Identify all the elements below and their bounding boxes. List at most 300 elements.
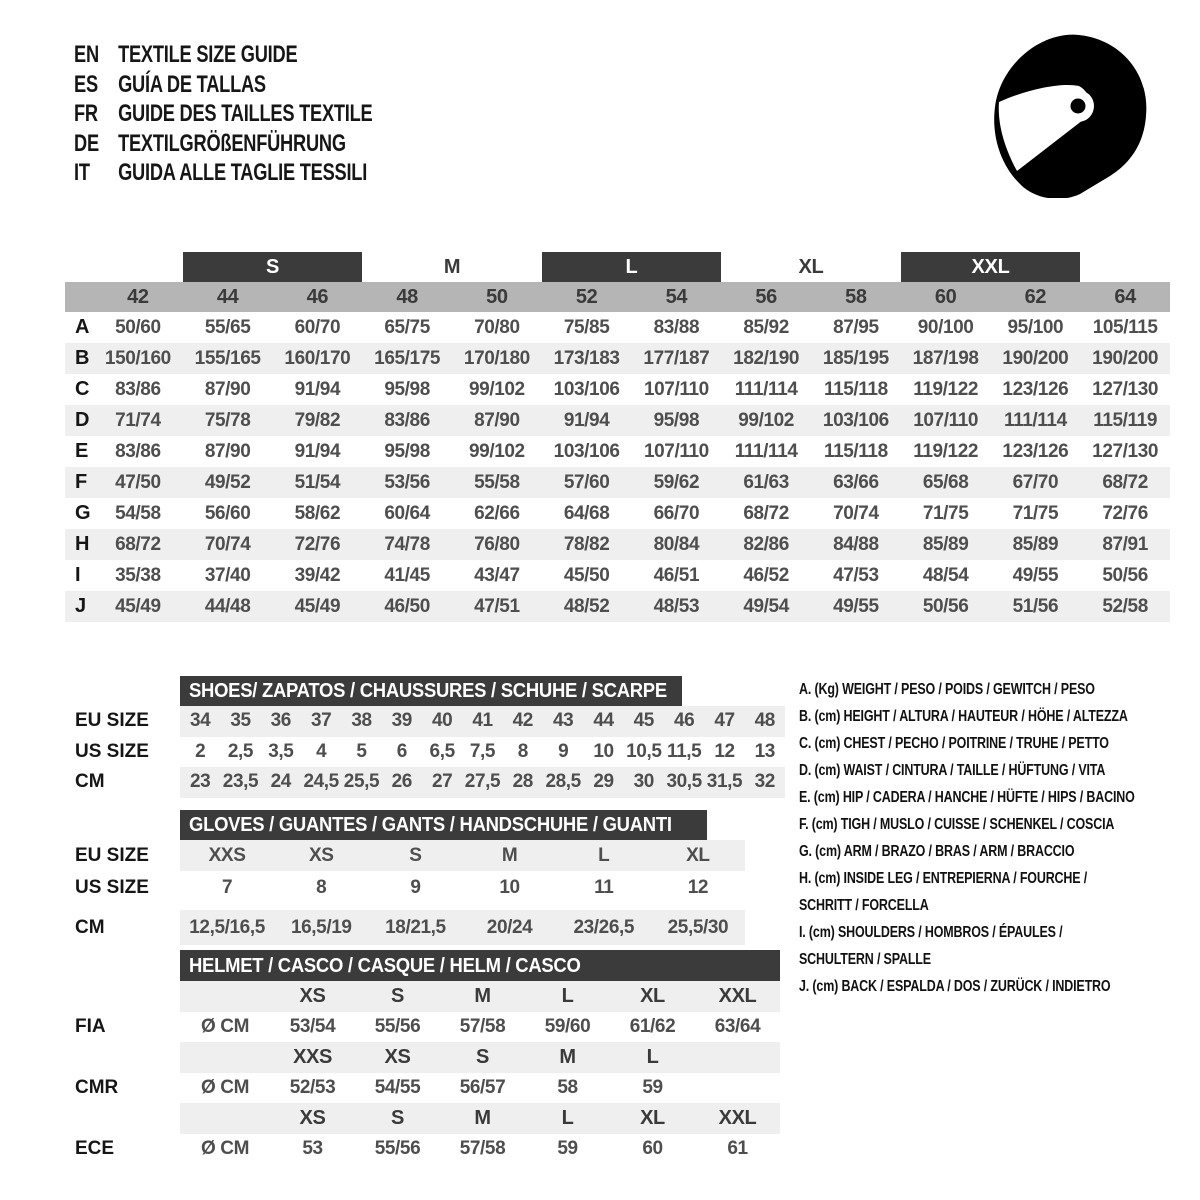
legend-line: G. (cm) ARM / BRAZO / BRAS / ARM / BRACCIO: [799, 843, 1075, 860]
size-value: 72/76: [1102, 502, 1148, 524]
size-value: 83/86: [384, 409, 430, 431]
size-label: XS: [384, 1045, 411, 1068]
size-value: 35/38: [115, 564, 161, 586]
language-row: [74, 40, 372, 70]
size-value: 10,5: [626, 740, 662, 762]
row-label: [65, 1042, 180, 1073]
size-value: 190/200: [1092, 347, 1159, 369]
size-value: 87/95: [833, 316, 879, 338]
column-header: 48: [396, 285, 418, 308]
legend-item: [799, 838, 1200, 865]
legend-item: [799, 973, 1200, 1000]
size-value: 82/86: [743, 533, 789, 555]
row-label: [65, 1103, 180, 1134]
size-value: 48/53: [653, 595, 700, 617]
language-row: [74, 129, 372, 159]
size-value: 80/84: [653, 533, 700, 555]
size-value: 50/56: [1102, 564, 1148, 586]
size-value: 9: [410, 876, 421, 898]
row-label: US SIZE: [75, 740, 149, 762]
size-band-s: S: [183, 252, 363, 282]
size-value: 68/72: [1102, 471, 1148, 493]
size-band-row: [65, 252, 1170, 282]
guide-title: GUÍA DE TALLAS: [118, 70, 266, 98]
unit-cell: [180, 981, 270, 1012]
helmet-sizes-row: [65, 1103, 805, 1134]
column-header: 44: [216, 285, 239, 308]
size-value: 9: [558, 740, 569, 762]
size-label: S: [391, 1106, 404, 1129]
size-value: 55/65: [204, 316, 251, 338]
language-code: DE: [74, 129, 99, 157]
legend-item: [799, 811, 1200, 838]
legend-line: J. (cm) BACK / ESPALDA / DOS / ZURÜCK / INDIETRO: [799, 978, 1111, 995]
shoes-row: [65, 767, 805, 798]
size-value: 170/180: [463, 347, 530, 369]
size-value: 25,5/30: [667, 916, 729, 938]
unit-cell: [180, 1103, 270, 1134]
gloves-table-header: [180, 810, 707, 840]
language-title-list: [74, 40, 467, 188]
size-value: 85/89: [922, 533, 969, 555]
size-value: 16,5/19: [290, 916, 352, 938]
measurement-legend: [799, 676, 1200, 1000]
size-value: 61: [727, 1137, 748, 1159]
size-value: 85/89: [1012, 533, 1059, 555]
size-value: 115/119: [1093, 409, 1158, 431]
size-value: 43/47: [474, 564, 520, 586]
size-label: S: [391, 984, 404, 1007]
textile-row: [65, 529, 1170, 560]
size-value: 83/86: [115, 378, 161, 400]
size-value: 41/45: [384, 564, 430, 586]
size-value: 71/75: [1012, 502, 1059, 524]
guide-title: GUIDA ALLE TAGLIE TESSILI: [118, 159, 368, 186]
size-value: 30: [633, 771, 654, 793]
textile-row: [65, 560, 1170, 591]
size-value: [695, 1073, 780, 1104]
size-value: 83/88: [653, 316, 700, 338]
size-band-l: L: [542, 252, 722, 282]
row-label: A: [75, 316, 90, 338]
size-value: 115/118: [823, 440, 888, 462]
corner-cell: [65, 282, 93, 312]
size-value: 87/90: [204, 378, 251, 400]
legend-line: H. (cm) INSIDE LEG / ENTREPIERNA / FOURCHE /: [799, 870, 1088, 887]
size-value: 84/88: [833, 533, 879, 555]
size-value: 103/106: [553, 440, 620, 462]
size-value: 107/110: [643, 440, 709, 462]
size-value: 95/100: [1007, 316, 1064, 338]
size-value: 50/56: [922, 595, 969, 617]
textile-measurement-rows: [65, 312, 1170, 622]
shoes-row: [65, 706, 805, 737]
legend-item: [799, 757, 1200, 784]
size-value: 39: [391, 710, 412, 732]
size-value: 187/198: [912, 347, 979, 369]
size-value: 25,5: [343, 771, 380, 793]
size-value: 3,5: [268, 740, 294, 762]
size-value: 49/55: [1012, 564, 1059, 586]
size-value: 57/60: [563, 471, 610, 493]
size-value: 49/55: [833, 595, 879, 617]
gloves-row: [65, 871, 805, 904]
unit-cell: Ø CM: [200, 1076, 249, 1098]
gloves-values: [180, 840, 745, 871]
size-value: 182/190: [733, 347, 800, 369]
size-value: 57/58: [459, 1137, 506, 1159]
size-value: 67/70: [1012, 471, 1059, 493]
row-label: H: [75, 533, 90, 555]
size-value: 20/24: [486, 916, 533, 938]
size-value: 46/52: [743, 564, 789, 586]
size-value: 99/102: [469, 378, 525, 400]
size-value: 105/115: [1092, 316, 1158, 338]
size-value: 59/60: [544, 1015, 591, 1037]
size-value: 27,5: [464, 771, 501, 793]
size-value: 50/60: [115, 316, 161, 338]
size-value: 28,5: [545, 771, 581, 793]
size-value: 47/50: [115, 471, 161, 493]
helmet-sizes-row: [65, 1042, 805, 1073]
legend-line: A. (Kg) WEIGHT / PESO / POIDS / GEWITCH / PESO: [799, 681, 1095, 698]
size-value: 58: [557, 1076, 578, 1098]
size-value: 37/40: [204, 564, 251, 586]
legend-line: E. (cm) HIP / CADERA / HANCHE / HÜFTE / HIPS / BACINO: [799, 789, 1135, 806]
size-value: 58/62: [294, 502, 341, 524]
size-value: 91/94: [563, 409, 610, 431]
size-value: 55/58: [474, 471, 520, 493]
size-value: 59: [557, 1137, 578, 1159]
size-value: 27: [431, 771, 453, 793]
helmet-size-table: [65, 950, 805, 1164]
row-label: J: [75, 595, 86, 617]
size-value: 70/74: [833, 502, 879, 524]
size-value: 51/56: [1012, 595, 1059, 617]
row-label: D: [75, 409, 90, 431]
size-value: 28: [512, 771, 533, 793]
size-value: XL: [686, 844, 710, 866]
size-value: 103/106: [822, 409, 889, 431]
size-value: 74/78: [384, 533, 430, 555]
guide-title: TEXTILGRÖßENFÜHRUNG: [118, 129, 346, 157]
size-value: 48: [754, 710, 775, 732]
helmet-values: [180, 1012, 780, 1043]
size-value: 72/76: [294, 533, 341, 555]
helmet-values: [180, 1073, 780, 1104]
size-value: 60/64: [384, 502, 430, 524]
gloves-row: [65, 840, 805, 871]
size-value: 47: [714, 710, 735, 732]
size-label: L: [561, 984, 574, 1007]
row-label: US SIZE: [75, 876, 149, 898]
size-value: 71/74: [115, 409, 161, 431]
legend-item: [799, 865, 1200, 919]
size-value: 6,5: [429, 740, 455, 762]
size-value: 160/170: [284, 347, 351, 369]
size-value: 63/64: [714, 1015, 761, 1037]
row-label: B: [75, 347, 90, 369]
size-value: 119/122: [913, 378, 979, 400]
shoes-row: [65, 737, 805, 768]
legend-item: [799, 703, 1200, 730]
size-label: L: [646, 1045, 659, 1068]
row-label: CMR: [75, 1076, 119, 1098]
textile-row: [65, 591, 1170, 622]
row-label: EU SIZE: [75, 710, 149, 732]
size-value: 34: [189, 710, 211, 732]
size-value: 87/90: [474, 409, 520, 431]
size-band-xl: XL: [798, 255, 824, 278]
row-label: I: [75, 564, 81, 586]
legend-item: [799, 784, 1200, 811]
size-value: 39/42: [294, 564, 341, 586]
gloves-size-table: [65, 810, 805, 945]
gloves-values: [180, 871, 745, 904]
size-label: XL: [640, 984, 665, 1007]
size-value: 46: [673, 710, 695, 732]
size-value: 61/62: [629, 1015, 676, 1037]
size-value: 91/94: [294, 440, 341, 462]
size-value: 2,5: [227, 740, 254, 762]
size-value: 53: [302, 1137, 323, 1159]
size-value: 190/200: [1002, 347, 1069, 369]
row-label: C: [75, 378, 90, 400]
size-value: 71/75: [922, 502, 969, 524]
shoes-table-rows: [65, 706, 805, 798]
size-value: 177/187: [643, 347, 710, 369]
legend-item: [799, 919, 1200, 973]
helmet-table-title: HELMET / CASCO / CASQUE / HELM / CASCO: [189, 953, 581, 977]
size-value: 62/66: [474, 502, 520, 524]
legend-line: B. (cm) HEIGHT / ALTURA / HAUTEUR / HÖHE / ALTEZZA: [799, 708, 1128, 725]
row-label: G: [75, 502, 91, 524]
size-value: 123/126: [1002, 440, 1069, 462]
size-label: XXS: [293, 1045, 332, 1068]
size-value: 47/53: [833, 564, 879, 586]
size-value: 95/98: [653, 409, 700, 431]
legend-line: SCHULTERN / SPALLE: [799, 951, 931, 968]
size-value: 23,5: [222, 771, 259, 793]
size-value: 7,5: [469, 740, 496, 762]
size-value: 31,5: [706, 771, 743, 793]
size-label: [695, 1042, 780, 1073]
row-label: CM: [75, 916, 105, 938]
size-value: 155/165: [194, 347, 261, 369]
size-value: 43: [552, 710, 574, 732]
size-value: 6: [396, 740, 407, 762]
size-value: 4: [316, 740, 327, 762]
size-label: L: [561, 1106, 574, 1129]
size-value: 37: [310, 710, 332, 732]
size-value: 150/160: [104, 347, 171, 369]
size-value: 48/54: [922, 564, 969, 586]
size-value: 75/78: [204, 409, 251, 431]
column-header: 54: [665, 285, 688, 308]
size-value: 59: [642, 1076, 663, 1098]
size-value: 26: [391, 771, 412, 793]
size-value: 70/80: [474, 316, 520, 338]
size-label: S: [476, 1045, 489, 1068]
size-value: 65/68: [922, 471, 969, 493]
size-value: 45/50: [563, 564, 610, 586]
size-value: 185/195: [822, 347, 889, 369]
textile-row: [65, 374, 1170, 405]
size-value: 99/102: [469, 440, 525, 462]
guide-title: TEXTILE SIZE GUIDE: [118, 41, 298, 68]
size-value: 8: [316, 876, 327, 898]
row-label: F: [75, 471, 87, 493]
size-value: 52/58: [1102, 595, 1148, 617]
gloves-row: [65, 910, 805, 945]
size-value: 12: [714, 740, 735, 762]
row-label: FIA: [75, 1015, 106, 1037]
legend-line: SCHRITT / FORCELLA: [799, 897, 929, 914]
size-value: 75/85: [563, 316, 610, 338]
language-row: [74, 70, 372, 100]
legend-line: I. (cm) SHOULDERS / HOMBROS / ÉPAULES /: [799, 924, 1063, 941]
size-value: 54/55: [374, 1076, 421, 1098]
size-value: 111/114: [734, 440, 798, 462]
column-header: 58: [845, 285, 867, 308]
helmet-values: [180, 1134, 780, 1165]
size-value: 119/122: [913, 440, 979, 462]
size-value: 78/82: [563, 533, 610, 555]
column-header: 52: [575, 285, 598, 308]
gloves-table-title: GLOVES / GUANTES / GANTS / HANDSCHUHE / GUANTI: [189, 813, 672, 836]
size-value: 46/51: [653, 564, 700, 586]
helmet-ece-row: [65, 1134, 805, 1165]
size-value: 44/48: [204, 595, 251, 617]
size-value: 85/92: [743, 316, 789, 338]
gloves-table-rows: [65, 840, 805, 945]
language-row: [74, 99, 372, 129]
size-value: 49/52: [204, 471, 251, 493]
textile-row: [65, 405, 1170, 436]
textile-row: [65, 343, 1170, 374]
size-value: 55/56: [374, 1015, 421, 1037]
size-value: 63/66: [833, 471, 879, 493]
unit-cell: Ø CM: [200, 1137, 249, 1159]
size-value: 47/51: [474, 595, 520, 617]
size-value: 8: [517, 740, 528, 762]
size-value: 35: [230, 710, 251, 732]
legend-item: [799, 730, 1200, 757]
size-value: 61/63: [743, 471, 789, 493]
size-value: 10: [593, 740, 614, 762]
legend-line: C. (cm) CHEST / PECHO / POITRINE / TRUHE / PETTO: [799, 735, 1109, 752]
legend-line: F. (cm) TIGH / MUSLO / CUISSE / SCHENKEL / COSCIA: [799, 816, 1115, 833]
size-value: XXS: [208, 844, 246, 866]
size-value: 11: [594, 876, 614, 898]
size-value: 29: [593, 771, 614, 793]
size-value: M: [501, 844, 518, 866]
legend-line: D. (cm) WAIST / CINTURA / TAILLE / HÜFTUNG / VITA: [799, 762, 1106, 779]
size-value: 59/62: [653, 471, 700, 493]
size-label: XS: [299, 984, 326, 1007]
unit-cell: Ø CM: [200, 1015, 249, 1037]
size-value: 60/70: [294, 316, 341, 338]
helmet-table-rows: [65, 981, 805, 1164]
textile-size-table: [65, 252, 1170, 622]
size-value: 99/102: [738, 409, 794, 431]
size-value: 44: [593, 710, 614, 732]
size-value: 49/54: [743, 595, 789, 617]
size-value: 41: [472, 710, 493, 732]
size-value: 127/130: [1092, 378, 1159, 400]
size-value: 10: [499, 876, 520, 898]
size-value: 12: [687, 876, 709, 898]
size-value: 5: [356, 740, 367, 762]
size-value: 13: [754, 740, 775, 762]
size-value: 18/21,5: [385, 916, 446, 938]
column-header: 60: [934, 285, 957, 308]
size-value: 64/68: [563, 502, 610, 524]
row-label: EU SIZE: [75, 844, 149, 866]
helmet-sizes: [180, 1042, 780, 1073]
size-band-xxl: XXL: [901, 252, 1081, 282]
size-value: 40: [431, 710, 453, 732]
size-value: 55/56: [374, 1137, 421, 1159]
size-value: 23: [189, 771, 211, 793]
helmet-sizes: [180, 981, 780, 1012]
size-value: 111/114: [1004, 409, 1067, 431]
shoes-values: [180, 706, 785, 737]
legend-item: [799, 676, 1200, 703]
size-value: 48/52: [563, 595, 610, 617]
size-value: 107/110: [643, 378, 709, 400]
column-header: 64: [1114, 285, 1136, 308]
size-value: 68/72: [115, 533, 161, 555]
helmet-sizes-row: [65, 981, 805, 1012]
size-value: 68/72: [743, 502, 789, 524]
size-value: 165/175: [374, 347, 441, 369]
size-value: 103/106: [553, 378, 620, 400]
size-label: M: [474, 984, 491, 1007]
helmet-cmr-row: [65, 1073, 805, 1104]
size-value: 45/49: [115, 595, 161, 617]
size-value: 95/98: [384, 378, 430, 400]
helmet-icon: [983, 30, 1158, 198]
size-value: 65/75: [384, 316, 430, 338]
language-row: [74, 158, 372, 188]
size-value: 53/56: [384, 471, 430, 493]
column-header: 62: [1024, 285, 1047, 308]
shoes-values: [180, 767, 785, 798]
size-value: 115/118: [823, 378, 888, 400]
size-value: 32: [754, 771, 775, 793]
size-value: 30,5: [666, 771, 702, 793]
size-value: 2: [195, 740, 206, 762]
size-label: M: [559, 1045, 576, 1068]
size-value: 23/26,5: [573, 916, 635, 938]
size-value: 87/90: [204, 440, 251, 462]
column-header: 46: [306, 285, 329, 308]
size-value: 24,5: [303, 771, 339, 793]
gloves-values: [180, 910, 745, 945]
guide-title: GUIDE DES TAILLES TEXTILE: [118, 100, 373, 127]
size-value: 123/126: [1002, 378, 1069, 400]
size-value: 95/98: [384, 440, 430, 462]
size-value: S: [409, 844, 422, 866]
size-value: 83/86: [115, 440, 161, 462]
helmet-table-header: [180, 950, 780, 981]
size-label: XXL: [718, 984, 757, 1007]
size-value: 107/110: [913, 409, 979, 431]
textile-row: [65, 467, 1170, 498]
size-value: 76/80: [474, 533, 520, 555]
row-label: ECE: [75, 1137, 115, 1159]
